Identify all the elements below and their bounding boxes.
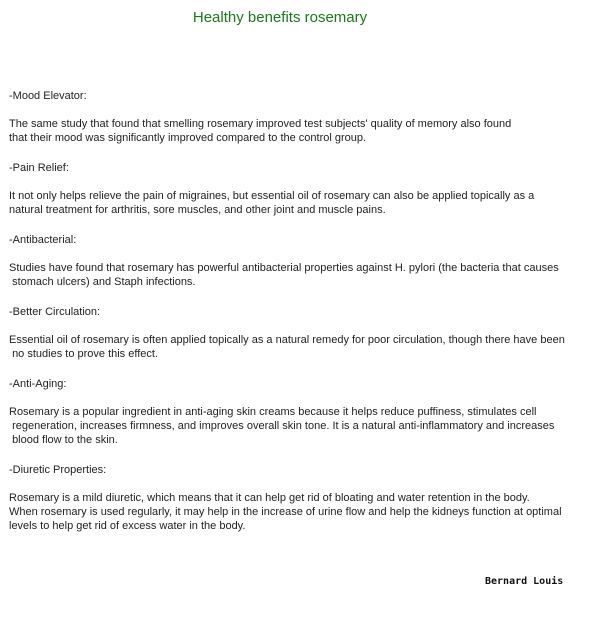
section-mood-elevator [9,89,615,145]
page-title: Healthy benefits rosemary [192,9,368,26]
section-heading: -Pain Relief: [9,162,69,174]
section-text: Studies have found that rosemary has powerful antibacterial properties against H. pylori (the bacteria that causes stomach ulcers) and Staph infections. [9,262,559,288]
article-body [9,89,615,549]
section-antibacterial [9,233,615,289]
section-heading: -Diuretic Properties: [9,464,107,476]
section-text: It not only helps relieve the pain of migraines, but essential oil of rosemary can also be applied topically as a natural treatment for arthritis, sore muscles, and other joint and muscle pains. [9,190,535,216]
section-pain-relief [9,161,615,217]
section-heading: -Better Circulation: [9,306,101,318]
section-anti-aging [9,377,615,447]
section-text: Rosemary is a mild diuretic, which means that it can help get rid of bloating and water retention in the body. When rosemary is used regularly, it may help in the increase of urine flow and help the kidneys function at optimal levels to help get rid of excess water in the body. [9,492,562,532]
section-text: The same study that found that smelling rosemary improved test subjects' quality of memory also found that their mood was significantly improved compared to the control group. [9,118,512,144]
section-heading: -Mood Elevator: [9,90,87,102]
author-signature: Bernard Louis [485,576,564,587]
section-heading: -Antibacterial: [9,234,77,246]
section-diuretic-properties [9,463,615,533]
section-text: Essential oil of rosemary is often applied topically as a natural remedy for poor circulation, though there have been no studies to prove this effect. [9,334,565,360]
section-text: Rosemary is a popular ingredient in anti-aging skin creams because it helps reduce puffiness, stimulates cell regeneration, increases firmness, and improves overall skin tone. It is a natural anti-inflammatory and increases blood flow to the skin. [9,406,555,446]
section-better-circulation [9,305,615,361]
section-heading: -Anti-Aging: [9,378,67,390]
